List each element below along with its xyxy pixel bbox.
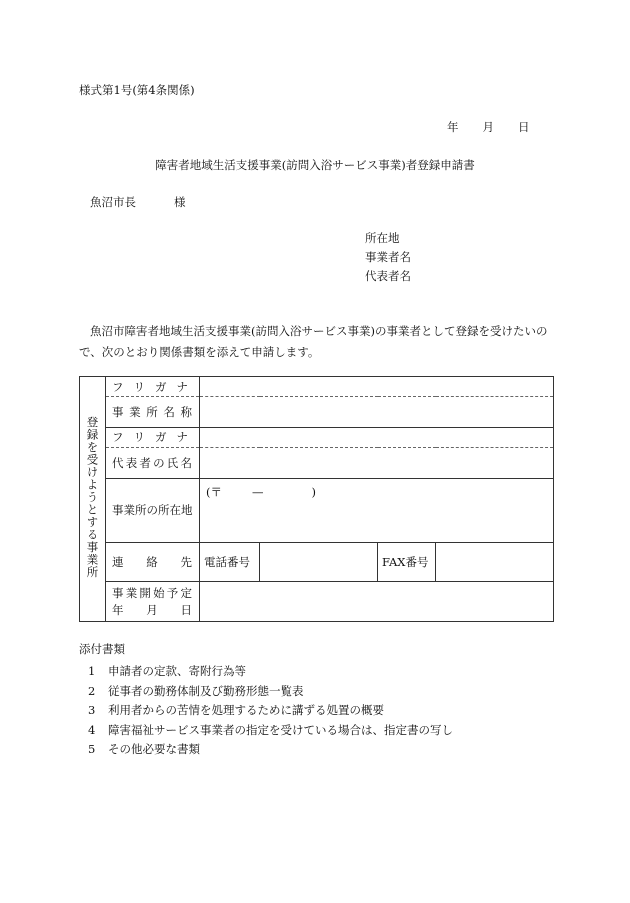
date-year: 年 [447,120,459,134]
list-item: 5 その他必要な書類 [88,742,200,756]
furigana-field-1[interactable] [200,377,554,397]
addressee-name: 魚沼市長 [90,195,136,209]
phone-label: 電話番号 [200,542,260,582]
addressee-honorific: 様 [174,195,186,209]
representative-name-field[interactable] [200,448,554,478]
list-item: 3 利用者からの苦情を処理するために講ずる処置の概要 [88,703,384,717]
date-month: 月 [482,120,494,134]
list-item: 4 障害福祉サービス事業者の指定を受けている場合は、指定書の写し [88,722,453,737]
addressee [90,194,186,210]
furigana-label-2: フ リ ガ ナ [106,427,200,447]
attachments-title: 添付書類 [79,642,125,656]
contact-label: 連 絡 先 [106,542,200,582]
list-item: 1 申請者の定款、寄附行為等 [88,664,246,678]
furigana-field-2[interactable] [200,427,554,447]
start-date-label: 事 業 開 始 予 定 年 月 日 [106,582,200,622]
fax-field[interactable] [436,542,554,582]
postal-code-field[interactable]: (〒 — ) [206,484,316,499]
registration-table [79,376,554,622]
body-text: 魚沼市障害者地域生活支援事業(訪問入浴サービス事業)の事業者として登録を受けたいので、次のとおり関係書類を添えて申請します。 [79,324,548,359]
applicant-representative-label: 代表者名 [365,269,411,283]
phone-field[interactable] [260,542,378,582]
date-line [447,119,530,135]
furigana-label-1: フ リ ガ ナ [106,377,200,397]
office-name-field[interactable] [200,397,554,427]
office-address-label: 事業所の所在地 [106,478,200,542]
applicant-business-label: 事業者名 [365,250,411,264]
applicant-address-label: 所在地 [365,231,400,245]
list-item: 2 従事者の勤務体制及び勤務形態一覧表 [88,683,304,698]
form-number: 様式第1号(第4条関係) [79,83,195,97]
side-label: 登録を受けようとする事業所 [85,416,100,579]
side-label-cell [80,377,106,622]
attachments-list [88,662,453,760]
date-day: 日 [518,120,530,134]
office-name-label: 事 業 所 名 称 [106,397,200,427]
fax-label: FAX番号 [378,542,436,582]
start-date-field[interactable] [200,582,554,622]
representative-name-label: 代 表 者 の 氏 名 [106,448,200,478]
document-heading: 障害者地域生活支援事業(訪問入浴サービス事業)者登録申請書 [155,158,475,172]
office-address-field[interactable] [200,478,554,542]
